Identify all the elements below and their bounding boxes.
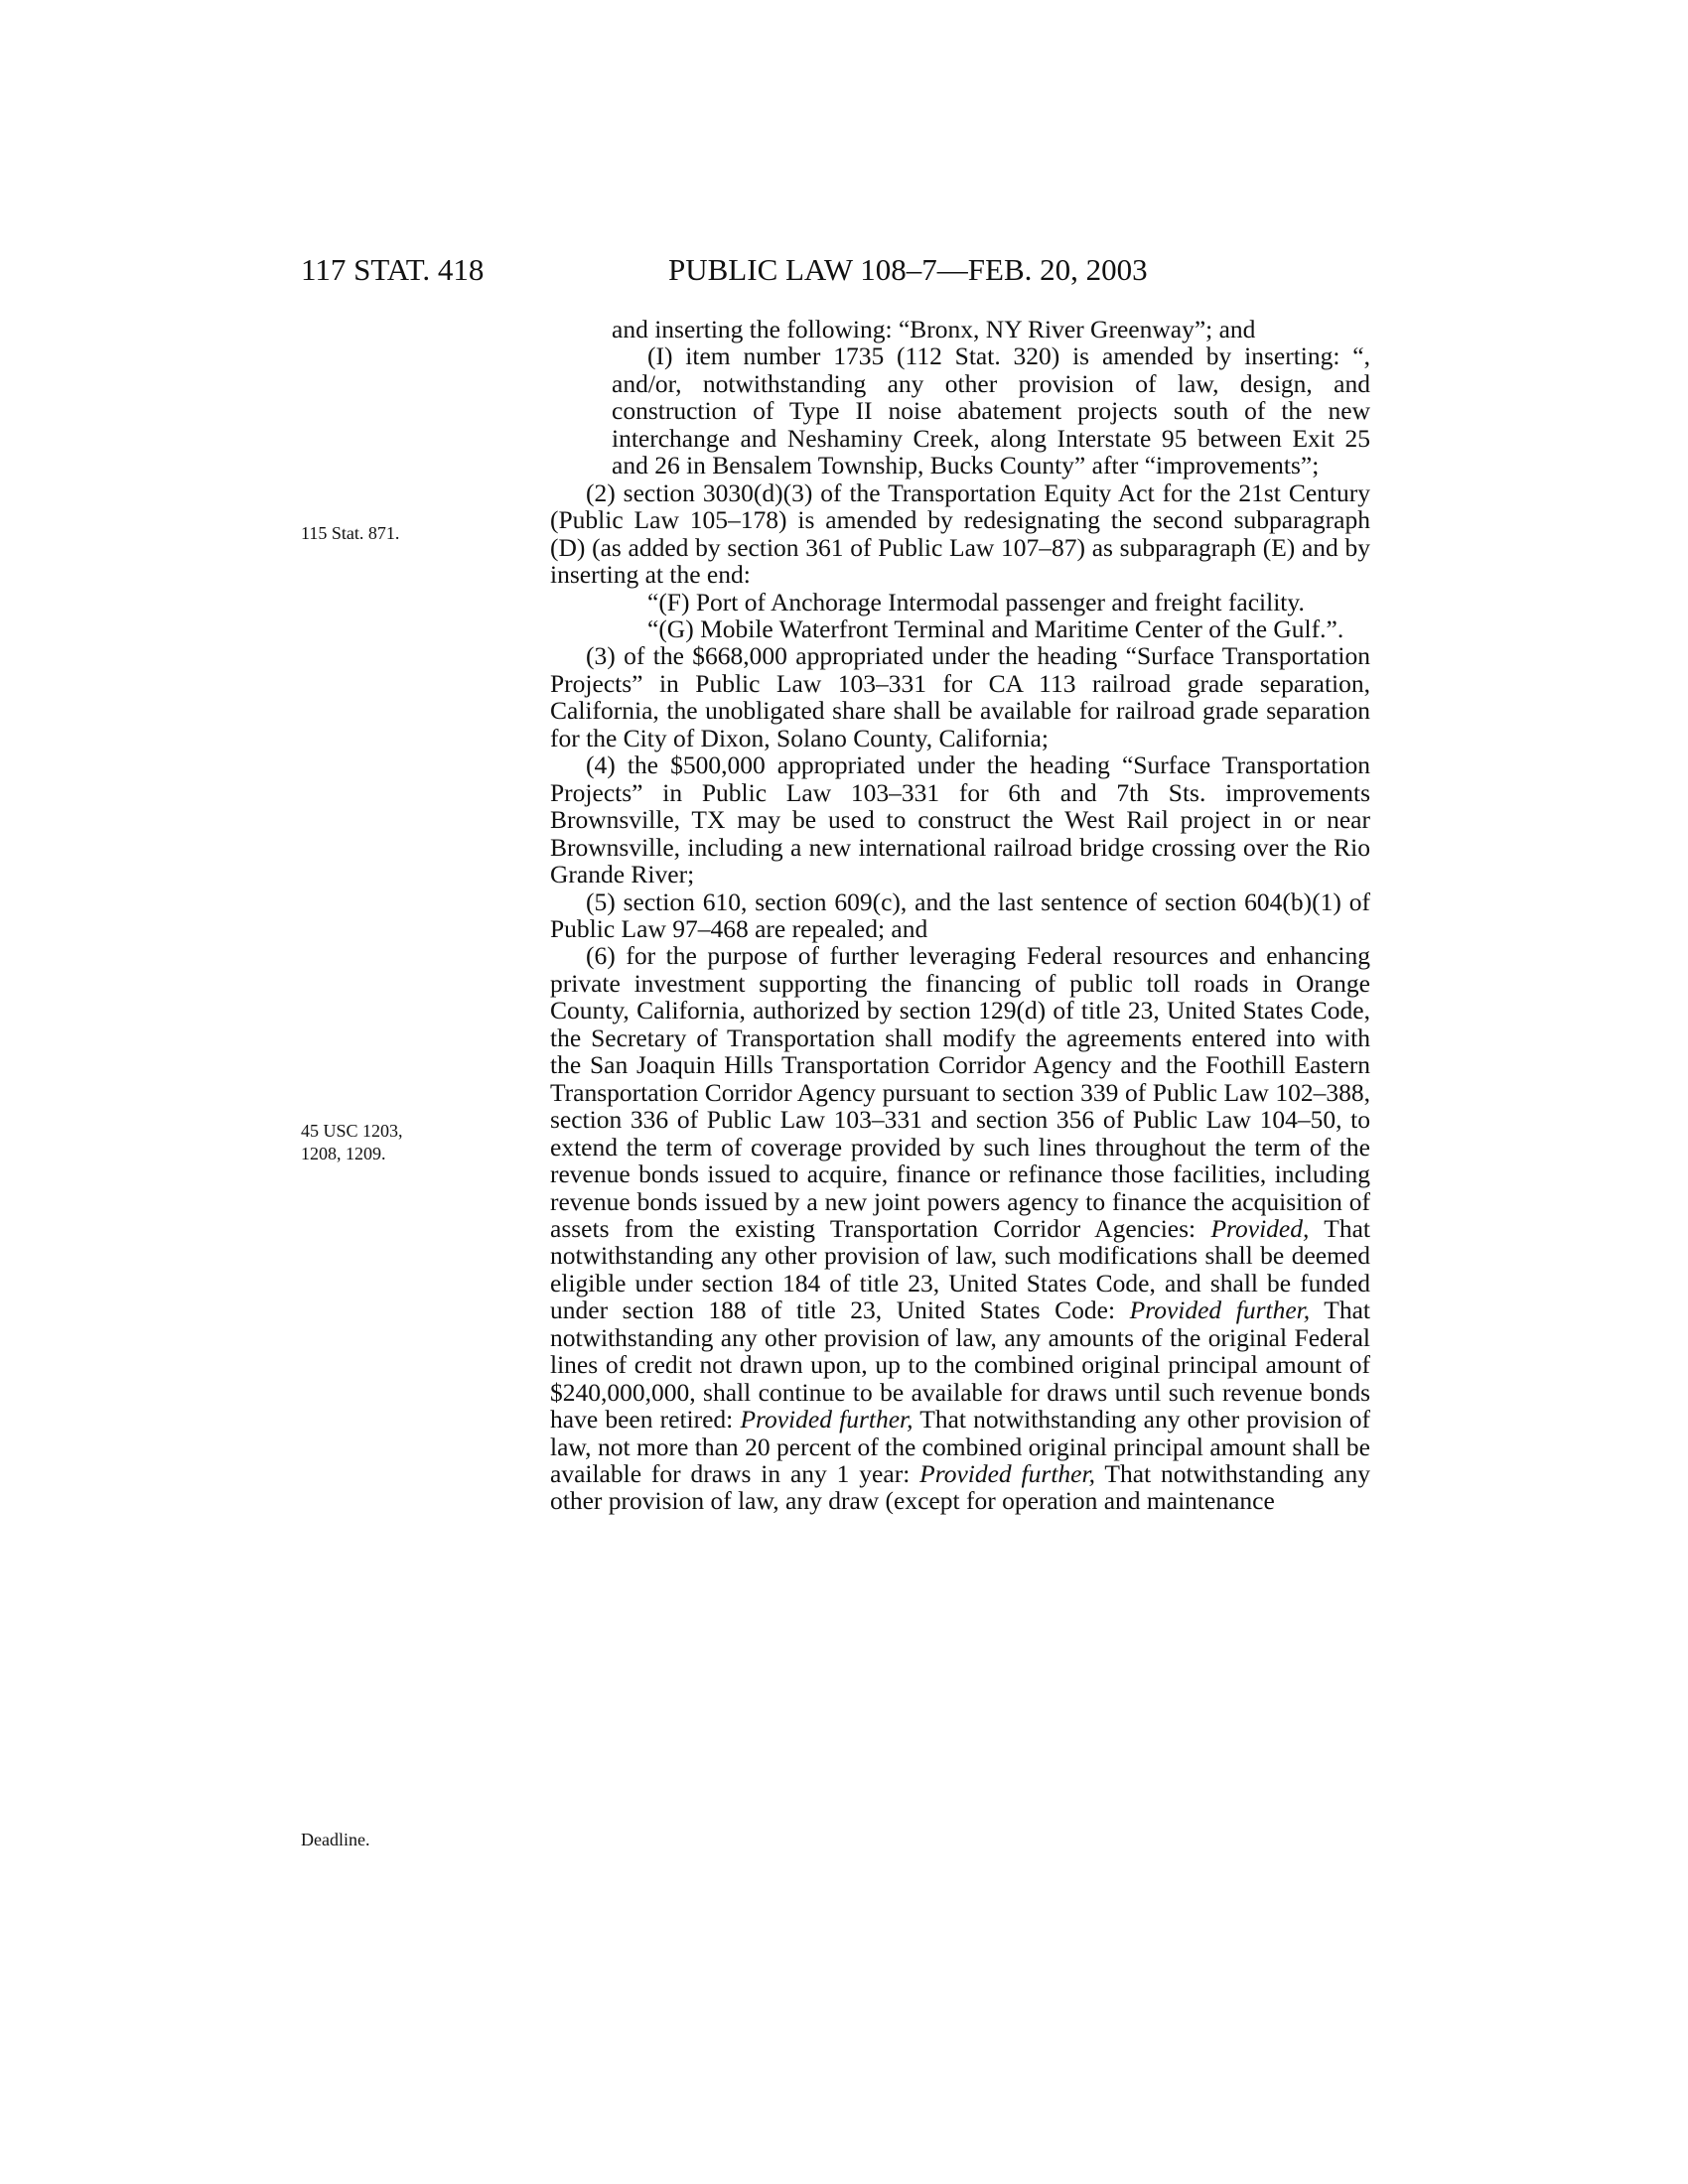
paragraph-3: (3) of the $668,000 appropriated under the heading “Surface Transportation Projects” in Public Law 103–331 for CA 113 railroad grade separation, California, the unobligated share shall be available for railroad grade separation for the City of Dixon, Solano County, California;: [550, 641, 1370, 752]
paragraph-2: (2) section 3030(d)(3) of the Transportation Equity Act for the 21st Century (Public Law 105–178) is amended by redesignating the second subparagraph (D) (as added by section 361 of Public Law 107–87) as subparagraph (E) and by inserting at the end:: [550, 478, 1370, 590]
law-title: PUBLIC LAW 108–7—FEB. 20, 2003: [668, 252, 1148, 287]
provided-term-1: Provided,: [1210, 1213, 1310, 1243]
margin-note-stat-reference: 115 Stat. 871.: [301, 523, 400, 543]
paragraph-6: [550, 942, 1370, 1515]
paragraph-4: (4) the $500,000 appropriated under the heading “Surface Transportation Projects” in Public Law 103–331 for 6th and 7th Sts. improvements Brownsville, TX may be used to construct the West Rail project in or near Brownsville, including a new international railroad bridge crossing over the Rio Grande River;: [550, 751, 1370, 889]
paragraph-5: (5) section 610, section 609(c), and the last sentence of section 604(b)(1) of Public Law 97–468 are repealed; and: [550, 887, 1370, 943]
paragraph-quote-g: “(G) Mobile Waterfront Terminal and Maritime Center of the Gulf.”.: [647, 614, 1344, 643]
margin-note-usc-line2: 1208, 1209.: [301, 1144, 386, 1163]
page-reference: 117 STAT. 418: [301, 252, 485, 287]
paragraph-6-text-a: (6) for the purpose of further leveraging Federal resources and enhancing private investment supporting the financing of public toll roads in Orange County, California, authorized by section 129(d) of title 23, United States Code, the Secretary of Transportation shall modify the agreements entered into with the San Joaquin Hills Transportation Corridor Agency and the Foothill Eastern Transportation Corridor Agency pursuant to section 339 of Public Law 102–388, section 336 of Public Law 103–331 and section 356 of Public Law 104–50, to extend the term of coverage provided by such lines throughout the term of the revenue bonds issued to acquire, finance or refinance those facilities, including revenue bonds issued by a new joint powers agency to finance the acquisition of assets from the existing Transportation Corridor Agencies:: [550, 941, 1370, 1243]
margin-note-usc-line1: 45 USC 1203,: [301, 1121, 403, 1141]
provided-term-2: Provided further,: [1129, 1296, 1311, 1325]
paragraph-6-text-d: That notwithstanding any other provision of law, not more than 20 percent of the combined original principal amount shall be available for draws in any 1 year:: [550, 1405, 1370, 1489]
page-header: [301, 250, 1370, 290]
paragraph-6-text-b: That notwithstanding any other provision of law, such modifications shall be deemed eligible under section 184 of title 23, United States Code, and shall be funded under section 188 of title 23, United States Code:: [550, 1213, 1370, 1325]
margin-note-deadline: Deadline.: [301, 1830, 370, 1849]
paragraph-item-i: (I) item number 1735 (112 Stat. 320) is amended by inserting: “, and/or, notwithstanding any other provision of law, design, and construction of Type II noise abatement projects south of the new interchange and Neshaminy Creek, along Interstate 95 between Exit 25 and 26 in Bensalem Township, Bucks County” after “improvements”;: [612, 341, 1370, 480]
paragraph-quote-f: “(F) Port of Anchorage Intermodal passenger and freight facility.: [647, 587, 1305, 616]
paragraph-continuation: and inserting the following: “Bronx, NY River Greenway”; and: [612, 315, 1256, 343]
paragraph-6-text-e: That notwithstanding any other provision of law, any draw (except for operation and maintenance: [550, 1459, 1370, 1516]
paragraph-6-text-c: That notwithstanding any other provision of law, any amounts of the original Federal lines of credit not drawn upon, up to the combined original principal amount of $240,000,000, shall continue to be available for draws until such revenue bonds have been retired:: [550, 1296, 1370, 1434]
statute-body: [550, 316, 1370, 1515]
margin-note-usc-reference: [301, 1120, 450, 1165]
provided-term-4: Provided further,: [919, 1459, 1095, 1489]
provided-term-3: Provided further,: [740, 1405, 914, 1434]
